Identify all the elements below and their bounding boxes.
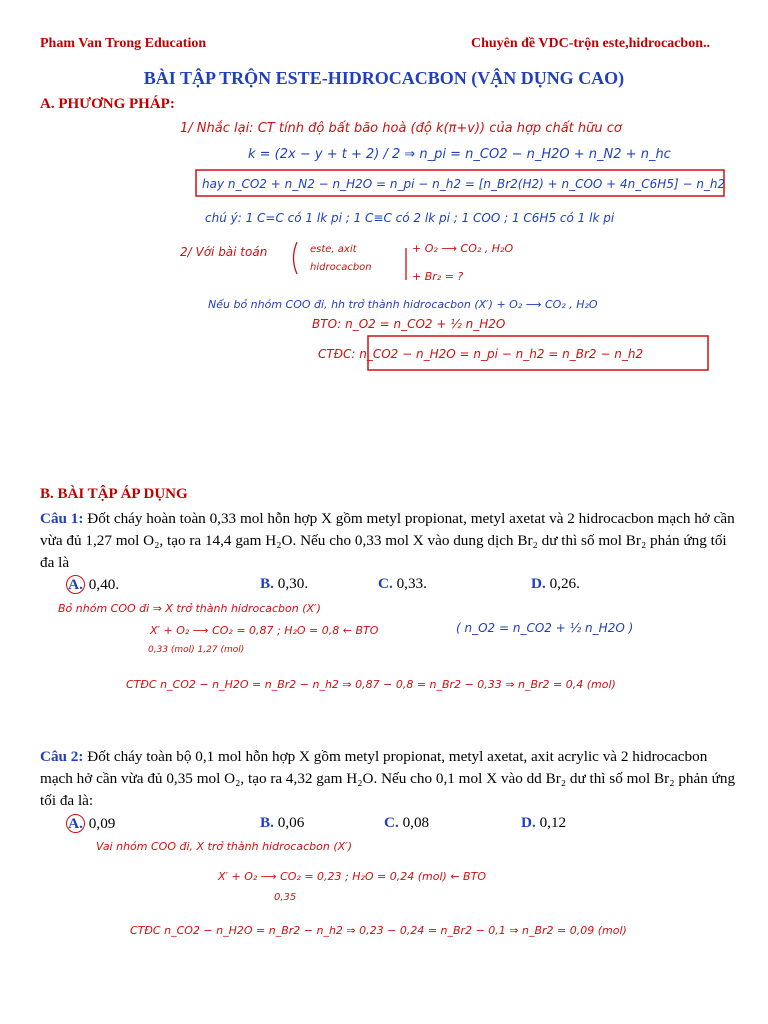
page-title: BÀI TẬP TRỘN ESTE-HIDROCACBON (VẬN DỤNG CAO)	[143, 68, 625, 88]
hw-b2a: Vai nhóm COO đi, X trở thành hidrocacbon (X′)	[96, 840, 352, 853]
q2-option-a-letter: A.	[66, 814, 85, 833]
hw-b1c: 0,33 (mol) 1,27 (mol)	[148, 645, 245, 655]
q2-option-b	[260, 814, 304, 832]
q2-option-a-value: 0,09	[85, 815, 116, 832]
q1-option-a-value: 0,40.	[85, 576, 120, 593]
q1-option-b-letter: B.	[260, 575, 274, 592]
hw-a4: chú ý: 1 C=C có 1 lk pi ; 1 C≡C có 2 lk pi ; 1 COO ; 1 C6H5 có 1 lk pi	[205, 211, 615, 225]
q2-option-c	[384, 814, 429, 832]
question-2-label: Câu 2:	[40, 748, 84, 765]
hw-a3: hay n_CO2 + n_N2 − n_H2O = n_pi − n_h2 = [n_Br2(H2) + n_COO + 4n_C6H5] − n_h2	[202, 177, 726, 191]
hw-b1b: X′ + O₂ ⟶ CO₂ = 0,87 ; H₂O = 0,8 ← BTO	[150, 624, 379, 637]
q1-option-a	[66, 575, 119, 594]
hw-a6a: este, axit	[310, 244, 357, 255]
q1-option-d-letter: D.	[531, 575, 546, 592]
q2-option-b-letter: B.	[260, 814, 274, 831]
hw-a8: Nếu bỏ nhóm COO đi, hh trở thành hidrocacbon (X′) + O₂ ⟶ CO₂ , H₂O	[208, 298, 598, 311]
hw-a1: 1/ Nhắc lại: CT tính độ bất bão hoà (độ k(π+v)) của hợp chất hữu cơ	[180, 121, 622, 136]
q1-option-c-value: 0,33.	[392, 575, 427, 592]
hw-a7b: + Br₂ = ?	[412, 270, 464, 283]
question-1-body: Đốt cháy hoàn toàn 0,33 mol hỗn hợp X gồm metyl propionat, metyl axetat và 2 hidrocacbon mạch hở cần vừa đủ 1,27 mol O₂, tạo ra 14,4 gam H₂O. Nếu cho 0,33 mol X vào dung dịch Br₂ dư thì số mol Br₂ phản ứng tối đa là	[40, 510, 735, 571]
hw-a9: BTO: n_O2 = n_CO2 + ½ n_H2O	[312, 317, 506, 331]
hw-b2c: 0,35	[274, 892, 297, 903]
q2-option-d	[521, 814, 566, 832]
question-2-text	[40, 746, 740, 812]
q1-option-c	[378, 575, 427, 593]
q1-option-b-value: 0,30.	[273, 575, 309, 592]
q1-option-b	[260, 575, 308, 593]
q2-option-a	[66, 814, 115, 833]
q2-option-d-value: 0,12	[535, 814, 567, 831]
q1-option-d	[531, 575, 580, 593]
hw-a2: k = (2x − y + t + 2) / 2 ⇒ n_pi = n_CO2 − n_H2O + n_N2 + n_hc	[248, 147, 671, 162]
header-left: Pham Van Trong Education	[40, 36, 207, 51]
header-right: Chuyên đề VDC-trộn este,hidrocacbon..	[470, 36, 710, 51]
q2-option-c-value: 0,08	[398, 814, 430, 831]
q1-option-a-letter: A.	[66, 575, 85, 594]
hw-b1e: CTĐC n_CO2 − n_H2O = n_Br2 − n_h2 ⇒ 0,87 − 0,8 = n_Br2 − 0,33 ⇒ n_Br2 = 0,4 (mol)	[126, 678, 616, 691]
question-1-label: Câu 1:	[40, 510, 84, 527]
handwriting-question-2	[96, 840, 627, 937]
q2-option-b-value: 0,06	[273, 814, 305, 831]
hw-b2d: CTĐC n_CO2 − n_H2O = n_Br2 − n_h2 ⇒ 0,23 − 0,24 = n_Br2 − 0,1 ⇒ n_Br2 = 0,09 (mol)	[130, 924, 627, 937]
question-2-body: Đốt cháy toàn bộ 0,1 mol hỗn hợp X gồm metyl propionat, metyl axetat, axit acrylic và 2 hidrocacbon mạch hở cần vừa đủ 0,35 mol O₂, tạo ra 4,32 gam H₂O. Nếu cho 0,1 mol X vào dd Br₂ dư thì số mol Br₂ phản ứng tối đa là:	[40, 748, 736, 809]
hw-b1a: Bỏ nhóm COO đi ⇒ X trở thành hidrocacbon (X′)	[58, 602, 321, 615]
section-b-heading: B. BÀI TẬP ÁP DỤNG	[40, 486, 188, 502]
brace-left	[294, 242, 298, 274]
hw-a5: 2/ Với bài toán	[180, 245, 268, 259]
hw-b2b: X′ + O₂ ⟶ CO₂ = 0,23 ; H₂O = 0,24 (mol) ← BTO	[218, 870, 486, 883]
hw-b1d: ( n_O2 = n_CO2 + ½ n_H2O )	[456, 621, 634, 635]
q1-option-d-value: 0,26.	[545, 575, 580, 592]
q2-option-c-letter: C.	[384, 814, 399, 831]
question-1-text	[40, 508, 740, 574]
hw-a6b: hidrocacbon	[310, 262, 372, 273]
section-a-heading: A. PHƯƠNG PHÁP:	[40, 96, 175, 112]
hw-a7a: + O₂ ⟶ CO₂ , H₂O	[412, 242, 514, 255]
q1-option-c-letter: C.	[378, 575, 393, 592]
hw-a10: CTĐC: n_CO2 − n_H2O = n_pi − n_h2 = n_Br2 − n_h2	[318, 347, 644, 361]
handwriting-question-1	[58, 602, 633, 691]
q2-option-d-letter: D.	[521, 814, 536, 831]
handwriting-section-a	[180, 121, 725, 370]
